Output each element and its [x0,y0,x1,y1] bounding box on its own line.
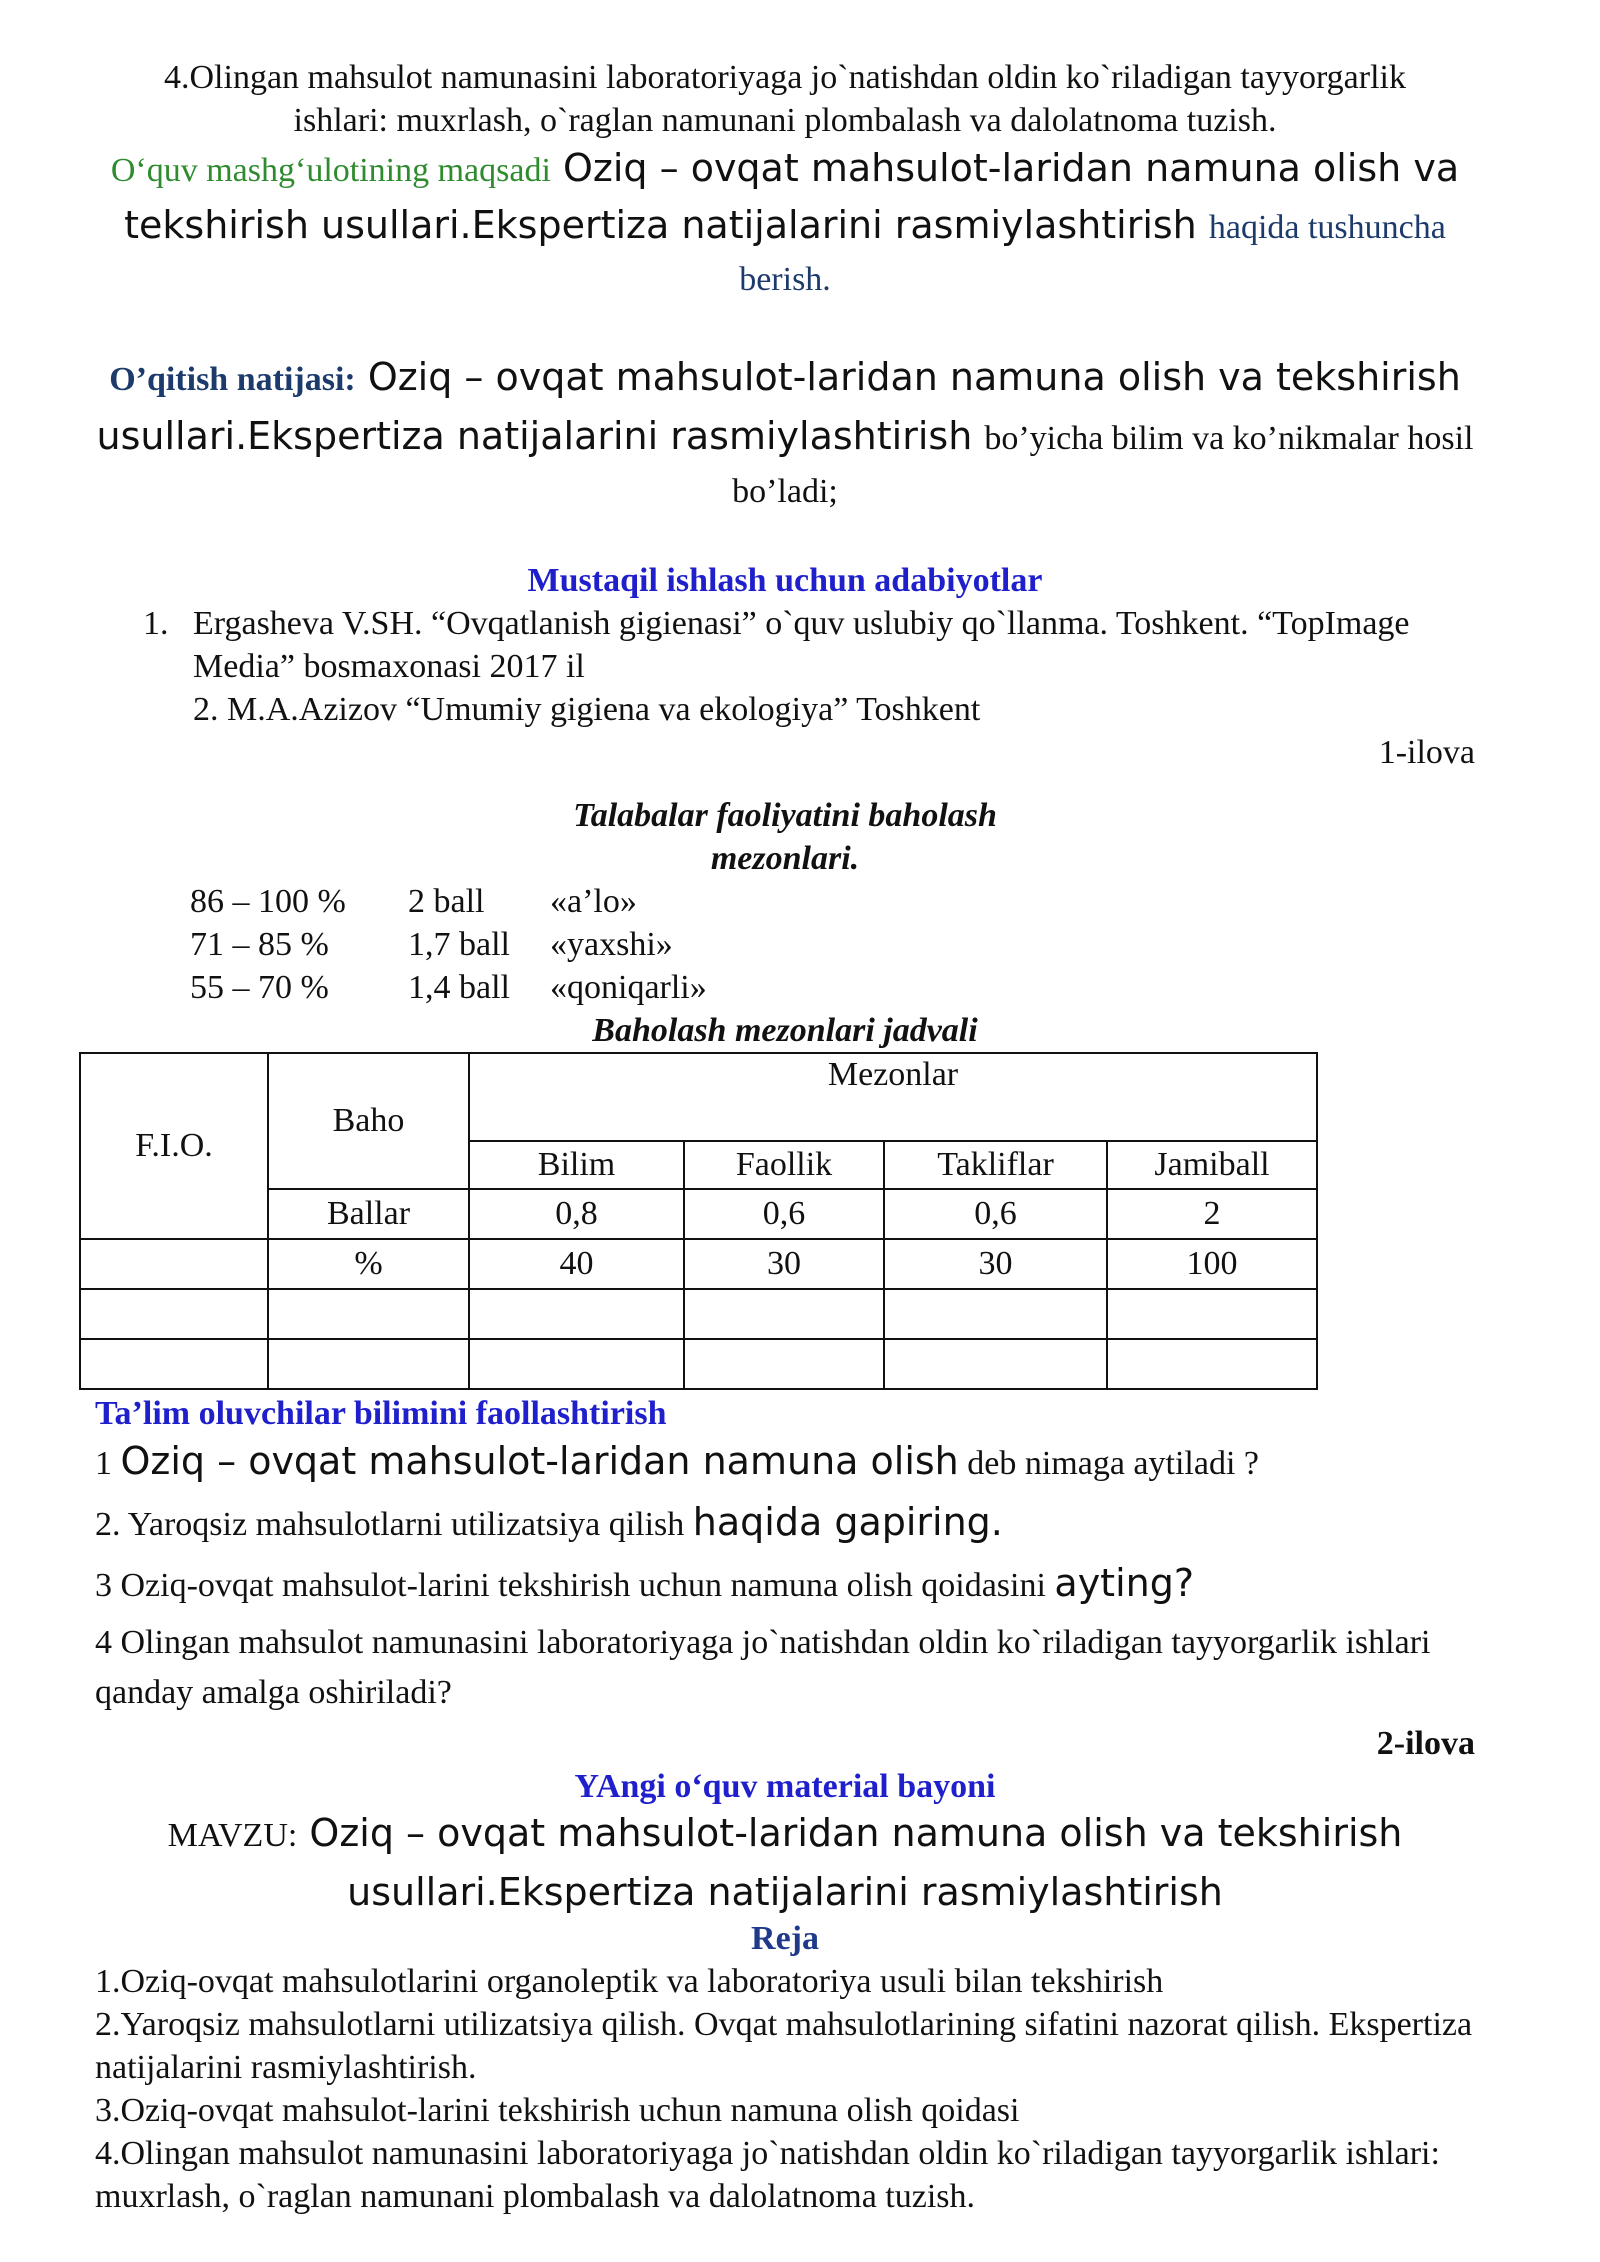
purpose-label: O‘quv mashg‘ulotining maqsadi [110,152,551,189]
scale-points: 2 ball [408,883,485,920]
question-1 [95,1435,1475,1496]
criteria-title-line1: Talabalar faoliyatini baholash [573,797,997,834]
q3-text: 3 Oziq-ovqat mahsulot-larini tekshirish uchun namuna olish qoidasini [95,1567,1055,1604]
result-label: O’qitish natijasi: [109,361,356,398]
table-cell: 0,6 [684,1189,884,1239]
table-cell: 30 [684,1239,884,1289]
scale-grade: «a’lo» [550,883,637,920]
intro-item4-line1: 4.Olingan mahsulot namunasini laboratoriyaga jo`natishdan oldin ko`riladigan tayyorgarlik [164,59,1406,96]
header-fio: F.I.O. [80,1053,268,1239]
literature-heading: Mustaqil ishlash uchun adabiyotlar [527,562,1043,599]
plan-item-2: 2.Yaroqsiz mahsulotlarni utilizatsiya qilish. Ovqat mahsulotlarining sifatini nazorat qilish. Ekspertiza natijalarini rasmiylashtirish. [95,2006,1473,2086]
table-cell: 0,6 [884,1189,1107,1239]
table-title: Baholash mezonlari jadvali [592,1012,978,1049]
q1-topic: Oziq – ovqat mahsulot-laridan namuna olish [120,1439,959,1483]
topic-line-1 [95,1808,1475,1867]
grading-scale [190,880,1475,1009]
criterion-bilim: Bilim [469,1141,684,1189]
scale-grade: «qoniqarli» [550,969,707,1006]
question-4: 4 Olingan mahsulot namunasini laboratoriyaga jo`natishdan oldin ko`riladigan tayyorgarlik ishlari qanday amalga oshiriladi? [95,1624,1431,1711]
reference-1 [143,602,1475,688]
plan-heading: Reja [751,1920,819,1957]
result-tail: bo’yicha bilim va ko’nikmalar hosil bo’ladi; [732,420,1474,510]
scale-range: 55 – 70 % [190,969,329,1006]
table-cell: 0,8 [469,1189,684,1239]
scale-points: 1,7 ball [408,926,510,963]
scale-grade: «yaxshi» [550,926,673,963]
grading-row [190,880,1475,923]
table-cell: 100 [1107,1239,1317,1289]
criterion-takliflar: Takliflar [884,1141,1107,1189]
table-row [80,1239,1317,1289]
table-cell: 2 [1107,1189,1317,1239]
lesson-purpose [95,144,1475,310]
criterion-faollik: Faollik [684,1141,884,1189]
result-topic: Oziq – ovqat mahsulot-laridan namuna olish va tekshirish usullari.Ekspertiza natijalarini rasmiylashtirish [96,355,1461,458]
table-row-empty [80,1289,1317,1339]
intro-item4-line2: ishlari: muxrlash, o`raglan namunani plombalash va dalolatnoma tuzish. [293,102,1277,139]
reference-1-text: Ergasheva V.SH. “Ovqatlanish gigienasi” o`quv uslubiy qo`llanma. Toshkent. “TopImage Media” bosmaxonasi 2017 il [193,605,1410,685]
table-cell: 40 [469,1239,684,1289]
question-2 [95,1496,1475,1557]
q3-tail: ayting? [1054,1561,1195,1605]
reference-1-number: 1. [143,605,169,642]
q2-tail: haqida gapiring. [692,1500,1003,1544]
row-label-ballar: Ballar [268,1189,469,1239]
q2-text: 2. Yaroqsiz mahsulotlarni utilizatsiya qilish [95,1506,693,1543]
question-3 [95,1557,1475,1618]
plan-item-3: 3.Oziq-ovqat mahsulot-larini tekshirish uchun namuna olish qoidasi [95,2092,1020,2129]
header-mezonlar: Mezonlar [469,1053,1317,1141]
purpose-topic: Oziq – ovqat mahsulot-laridan namuna olish va tekshirish usullari.Ekspertiza natijalarini rasmiylashtirish [124,146,1460,247]
topic-line-2: usullari.Ekspertiza natijalarini rasmiylashtirish [347,1870,1223,1914]
row-label-percent: % [268,1239,469,1289]
topic-text-1: Oziq – ovqat mahsulot-laridan namuna olish va tekshirish [297,1811,1403,1855]
purpose-tail: haqida tushuncha berish. [739,209,1446,298]
q1-tail: deb nimaga aytiladi ? [958,1445,1259,1482]
criterion-jamiball: Jamiball [1107,1141,1317,1189]
scale-range: 86 – 100 % [190,883,346,920]
topic-label: MAVZU: [167,1817,298,1854]
table-row-empty [80,1339,1317,1389]
material-heading: YAngi o‘quv material bayoni [574,1768,996,1805]
plan-item-1: 1.Oziq-ovqat mahsulotlarini organoleptik va laboratoriya usuli bilan tekshirish [95,1963,1164,2000]
criteria-title-line2: mezonlari. [710,840,860,877]
scale-range: 71 – 85 % [190,926,329,963]
learning-result [95,352,1475,523]
grading-row [190,923,1475,966]
assessment-table [79,1052,1318,1390]
header-baho: Baho [268,1053,469,1189]
appendix1-label: 1-ilova [1378,734,1475,771]
activation-heading: Ta’lim oluvchilar bilimini faollashtirish [95,1395,667,1432]
plan-item-4: 4.Olingan mahsulot namunasini laboratoriyaga jo`natishdan oldin ko`riladigan tayyorgarlik ishlari: muxrlash, o`raglan namunani plombalash va dalolatnoma tuzish. [95,2135,1440,2215]
table-cell: 30 [884,1239,1107,1289]
scale-points: 1,4 ball [408,969,510,1006]
q1-number: 1 [95,1445,121,1482]
grading-row [190,966,1475,1009]
table-cell [80,1239,268,1289]
appendix2-label: 2-ilova [1376,1725,1475,1762]
reference-2: 2. M.A.Azizov “Umumiy gigiena va ekologiya” Toshkent [193,691,981,728]
